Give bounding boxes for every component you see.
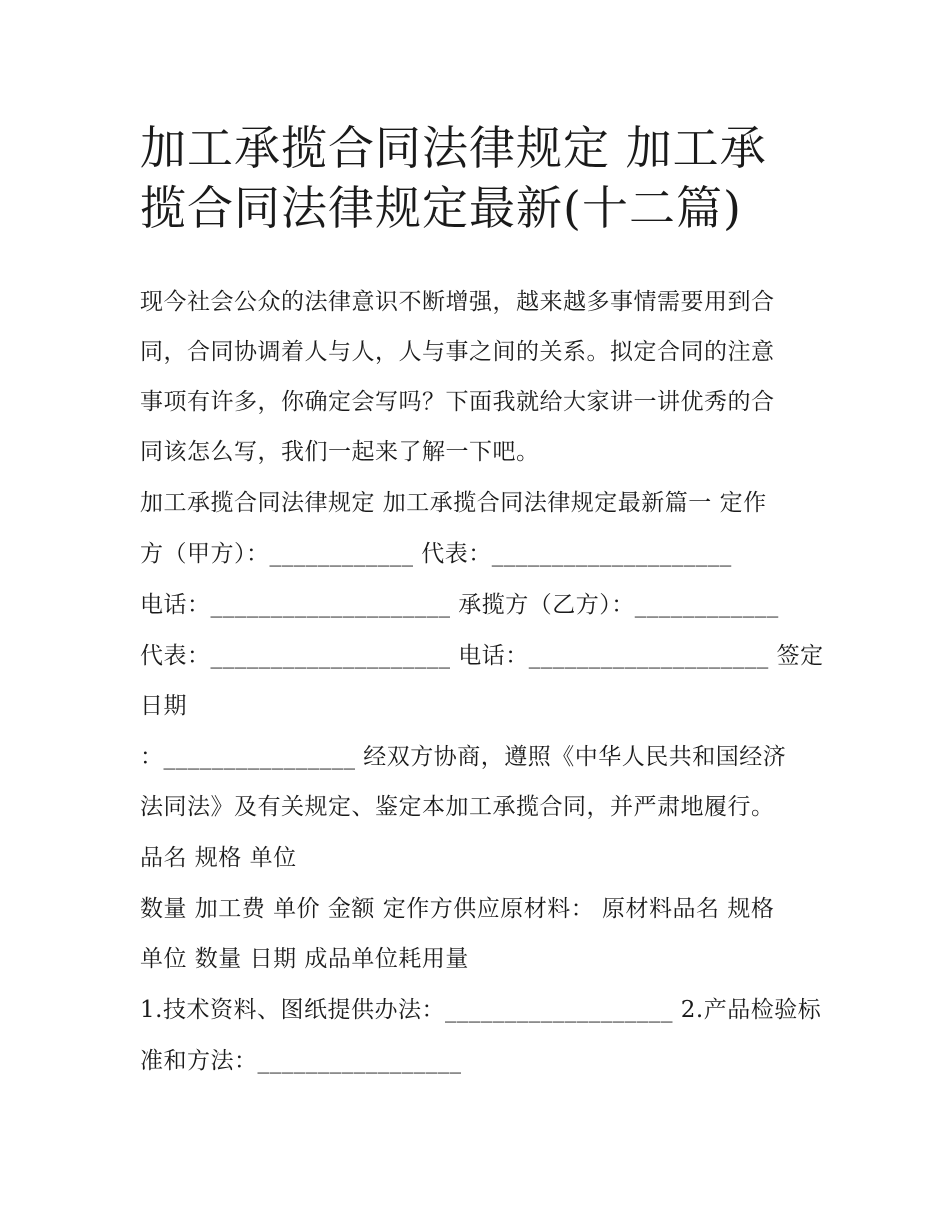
form-line-party-b: 电话：____________________ 承揽方（乙方）：____________ (140, 592, 779, 618)
body-line: 现今社会公众的法律意识不断增强，越来越多事情需要用到合 (140, 289, 775, 315)
body-line: 同该怎么写，我们一起来了解一下吧。 (140, 439, 540, 465)
form-line-inspection: 准和方法：_________________ (140, 1048, 462, 1074)
body-line: 品名 规格 单位 (140, 845, 297, 871)
body-line: 数量 加工费 单价 金额 定作方供应原材料： 原材料品名 规格 (140, 896, 775, 922)
body-line: 事项有许多，你确定会写吗？下面我就给大家讲一讲优秀的合 (140, 389, 775, 415)
body-line: 法同法》及有关规定、鉴定本加工承揽合同，并严肃地履行。 (140, 794, 775, 820)
body-line: 加工承揽合同法律规定 加工承揽合同法律规定最新篇一 定作 (140, 490, 767, 516)
body-line: 单位 数量 日期 成品单位耗用量 (140, 946, 469, 972)
title-line: 揽合同法律规定最新(十二篇) (140, 181, 742, 235)
form-line-party-a: 方（甲方）：____________ 代表：____________________ (140, 541, 732, 567)
form-line-technical: 1.技术资料、图纸提供办法：___________________ 2.产品检验标 (140, 997, 822, 1023)
body-line: 日期 (140, 693, 187, 719)
form-line-representative: 代表：____________________ 电话：____________________ 签定 (140, 643, 824, 669)
title-line: 加工承揽合同法律规定 加工承 (140, 121, 767, 175)
body-line: 同，合同协调着人与人，人与事之间的关系。拟定合同的注意 (140, 339, 775, 365)
document-title (140, 118, 820, 238)
form-line-date: ：________________ 经双方协商，遵照《中华人民共和国经济 (140, 744, 787, 770)
